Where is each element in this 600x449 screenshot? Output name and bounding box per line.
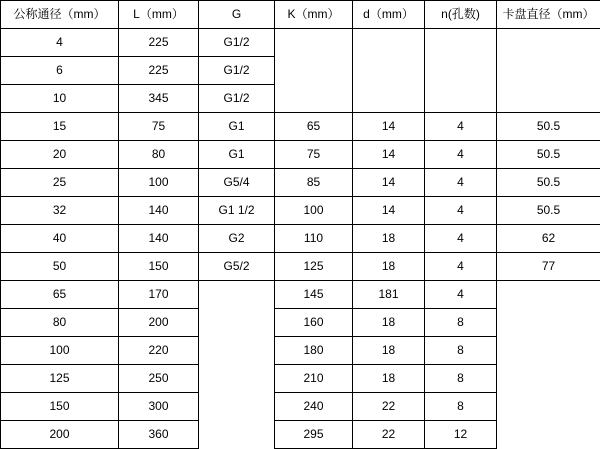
cell-k: 125 <box>275 253 353 281</box>
cell-nominal-diameter: 25 <box>1 169 119 197</box>
column-header-k: K（mm） <box>275 1 353 29</box>
cell-hole-count <box>425 85 497 113</box>
cell-d: 14 <box>353 169 425 197</box>
cell-length: 360 <box>119 421 199 449</box>
cell-chuck-diameter: 50.5 <box>497 169 600 197</box>
cell-nominal-diameter: 10 <box>1 85 119 113</box>
table-header-row <box>1 1 600 29</box>
cell-hole-count: 4 <box>425 253 497 281</box>
cell-chuck-diameter: 62 <box>497 225 600 253</box>
cell-d: 14 <box>353 113 425 141</box>
cell-d: 18 <box>353 225 425 253</box>
cell-k: 180 <box>275 337 353 365</box>
cell-chuck-diameter <box>497 365 600 393</box>
cell-nominal-diameter: 40 <box>1 225 119 253</box>
cell-nominal-diameter: 65 <box>1 281 119 309</box>
cell-k <box>275 29 353 57</box>
cell-thread: G1/2 <box>199 29 275 57</box>
cell-k: 100 <box>275 197 353 225</box>
table-row <box>1 225 600 253</box>
table-row <box>1 85 600 113</box>
cell-hole-count <box>425 57 497 85</box>
cell-thread <box>199 393 275 421</box>
cell-thread <box>199 365 275 393</box>
cell-d: 18 <box>353 337 425 365</box>
cell-d: 22 <box>353 393 425 421</box>
column-header-length: L（mm） <box>119 1 199 29</box>
cell-nominal-diameter: 200 <box>1 421 119 449</box>
cell-length: 220 <box>119 337 199 365</box>
cell-k: 110 <box>275 225 353 253</box>
cell-chuck-diameter: 50.5 <box>497 141 600 169</box>
cell-nominal-diameter: 32 <box>1 197 119 225</box>
cell-hole-count: 8 <box>425 365 497 393</box>
cell-hole-count: 12 <box>425 421 497 449</box>
table-row <box>1 253 600 281</box>
cell-k: 65 <box>275 113 353 141</box>
cell-length: 170 <box>119 281 199 309</box>
cell-chuck-diameter: 50.5 <box>497 113 600 141</box>
cell-chuck-diameter <box>497 29 600 57</box>
cell-d: 22 <box>353 421 425 449</box>
cell-nominal-diameter: 80 <box>1 309 119 337</box>
cell-chuck-diameter <box>497 393 600 421</box>
cell-thread: G1 <box>199 113 275 141</box>
cell-length: 225 <box>119 57 199 85</box>
table-row <box>1 421 600 449</box>
cell-d <box>353 57 425 85</box>
cell-d: 181 <box>353 281 425 309</box>
cell-hole-count: 4 <box>425 141 497 169</box>
table-row <box>1 393 600 421</box>
cell-nominal-diameter: 100 <box>1 337 119 365</box>
column-header-nominal-diameter: 公称通径（mm） <box>1 1 119 29</box>
cell-chuck-diameter <box>497 85 600 113</box>
cell-d: 14 <box>353 197 425 225</box>
cell-k <box>275 57 353 85</box>
cell-k: 85 <box>275 169 353 197</box>
cell-hole-count: 8 <box>425 393 497 421</box>
cell-nominal-diameter: 6 <box>1 57 119 85</box>
cell-thread: G2 <box>199 225 275 253</box>
column-header-thread: G <box>199 1 275 29</box>
cell-k: 240 <box>275 393 353 421</box>
cell-length: 250 <box>119 365 199 393</box>
cell-k <box>275 85 353 113</box>
table-row <box>1 281 600 309</box>
cell-chuck-diameter <box>497 337 600 365</box>
cell-hole-count: 8 <box>425 337 497 365</box>
cell-chuck-diameter: 50.5 <box>497 197 600 225</box>
cell-thread <box>199 337 275 365</box>
cell-thread: G1/2 <box>199 57 275 85</box>
cell-length: 75 <box>119 113 199 141</box>
table-body <box>1 29 600 449</box>
cell-chuck-diameter <box>497 309 600 337</box>
cell-chuck-diameter <box>497 281 600 309</box>
cell-hole-count: 4 <box>425 197 497 225</box>
column-header-d: d（mm） <box>353 1 425 29</box>
table-row <box>1 309 600 337</box>
table-row <box>1 197 600 225</box>
cell-hole-count: 4 <box>425 225 497 253</box>
cell-d: 18 <box>353 309 425 337</box>
table-row <box>1 113 600 141</box>
cell-length: 100 <box>119 169 199 197</box>
cell-length: 345 <box>119 85 199 113</box>
table-row <box>1 141 600 169</box>
column-header-hole-count: n(孔数) <box>425 1 497 29</box>
cell-hole-count <box>425 29 497 57</box>
cell-thread: G5/2 <box>199 253 275 281</box>
cell-length: 200 <box>119 309 199 337</box>
cell-hole-count: 8 <box>425 309 497 337</box>
cell-nominal-diameter: 150 <box>1 393 119 421</box>
cell-k: 210 <box>275 365 353 393</box>
cell-k: 145 <box>275 281 353 309</box>
cell-thread <box>199 421 275 449</box>
cell-length: 225 <box>119 29 199 57</box>
cell-nominal-diameter: 4 <box>1 29 119 57</box>
table-row <box>1 29 600 57</box>
cell-length: 80 <box>119 141 199 169</box>
cell-chuck-diameter <box>497 421 600 449</box>
cell-length: 150 <box>119 253 199 281</box>
cell-hole-count: 4 <box>425 281 497 309</box>
cell-d <box>353 29 425 57</box>
cell-thread: G1/2 <box>199 85 275 113</box>
cell-thread <box>199 309 275 337</box>
cell-d: 18 <box>353 253 425 281</box>
table-row <box>1 365 600 393</box>
cell-nominal-diameter: 125 <box>1 365 119 393</box>
cell-k: 160 <box>275 309 353 337</box>
cell-length: 300 <box>119 393 199 421</box>
cell-thread: G1 1/2 <box>199 197 275 225</box>
cell-chuck-diameter <box>497 57 600 85</box>
cell-thread <box>199 281 275 309</box>
cell-d: 14 <box>353 141 425 169</box>
cell-chuck-diameter: 77 <box>497 253 600 281</box>
cell-nominal-diameter: 50 <box>1 253 119 281</box>
cell-hole-count: 4 <box>425 113 497 141</box>
cell-thread: G1 <box>199 141 275 169</box>
cell-length: 140 <box>119 197 199 225</box>
cell-nominal-diameter: 15 <box>1 113 119 141</box>
cell-d <box>353 85 425 113</box>
cell-d: 18 <box>353 365 425 393</box>
table-row <box>1 169 600 197</box>
cell-k: 75 <box>275 141 353 169</box>
table-row <box>1 57 600 85</box>
cell-nominal-diameter: 20 <box>1 141 119 169</box>
cell-hole-count: 4 <box>425 169 497 197</box>
table-row <box>1 337 600 365</box>
cell-thread: G5/4 <box>199 169 275 197</box>
cell-length: 140 <box>119 225 199 253</box>
cell-k: 295 <box>275 421 353 449</box>
column-header-chuck-diameter: 卡盘直径（mm） <box>497 1 600 29</box>
